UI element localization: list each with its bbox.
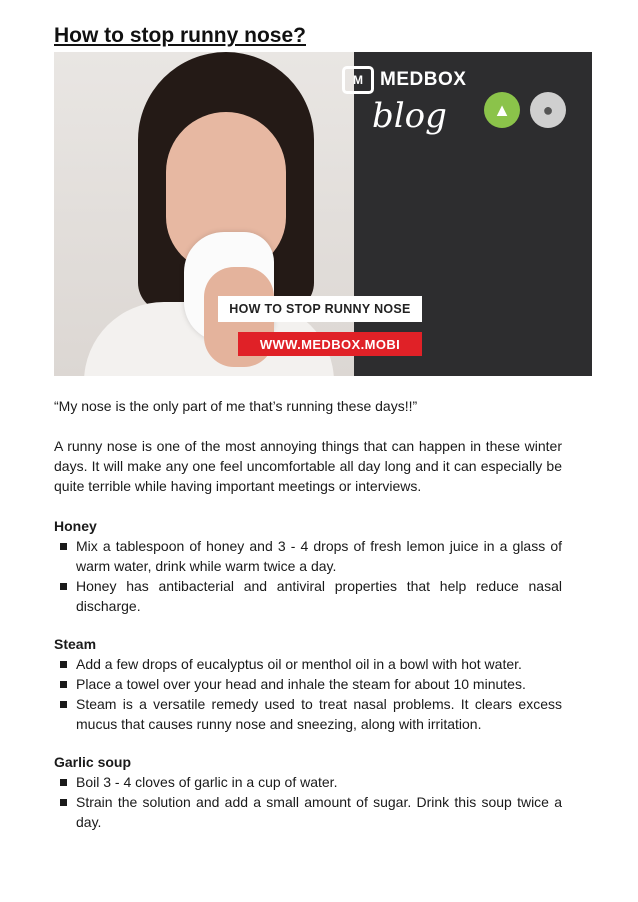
medbox-logo-text: MEDBOX — [380, 69, 467, 90]
intro-paragraph: A runny nose is one of the most annoying things that can happen in these winter days. It will make any one feel uncomfortable all day long and it can especially be quite terrible while having important meetings or interviews. — [54, 438, 562, 494]
list-item: Mix a tablespoon of honey and 3 - 4 drops of fresh lemon juice in a glass of warm water, drink while warm twice a day. — [54, 536, 562, 576]
banner-url: WWW.MEDBOX.MOBI — [238, 332, 422, 356]
page-title: How to stop runny nose? — [54, 24, 306, 47]
android-icon: ▲ — [484, 92, 520, 128]
medbox-logo — [342, 66, 466, 94]
section-garlic-soup — [54, 752, 562, 832]
section-title: Garlic soup — [54, 754, 132, 770]
quote-text: “My nose is the only part of me that’s running these days!!” — [54, 398, 418, 414]
banner-title: HOW TO STOP RUNNY NOSE — [218, 296, 422, 322]
hero-banner-image — [54, 52, 592, 376]
section-honey — [54, 516, 562, 616]
woman-sneezing-photo — [54, 52, 354, 376]
list-item: Steam is a versatile remedy used to treat nasal problems. It clears excess mucus that causes runny nose and sneezing, along with irritation. — [54, 694, 562, 734]
bullet-list — [54, 654, 562, 734]
section-title: Honey — [54, 518, 97, 534]
list-item: Place a towel over your head and inhale the steam for about 10 minutes. — [54, 674, 562, 694]
blog-script-text: blog — [372, 96, 447, 136]
medbox-logo-icon: M — [342, 66, 374, 94]
list-item: Honey has antibacterial and antiviral properties that help reduce nasal discharge. — [54, 576, 562, 616]
list-item: Add a few drops of eucalyptus oil or menthol oil in a bowl with hot water. — [54, 654, 562, 674]
bullet-list — [54, 772, 562, 832]
apple-icon: ● — [530, 92, 566, 128]
article-body — [54, 396, 562, 850]
section-title: Steam — [54, 636, 97, 652]
bullet-list — [54, 536, 562, 616]
list-item: Boil 3 - 4 cloves of garlic in a cup of water. — [54, 772, 562, 792]
section-steam — [54, 634, 562, 734]
list-item: Strain the solution and add a small amount of sugar. Drink this soup twice a day. — [54, 792, 562, 832]
